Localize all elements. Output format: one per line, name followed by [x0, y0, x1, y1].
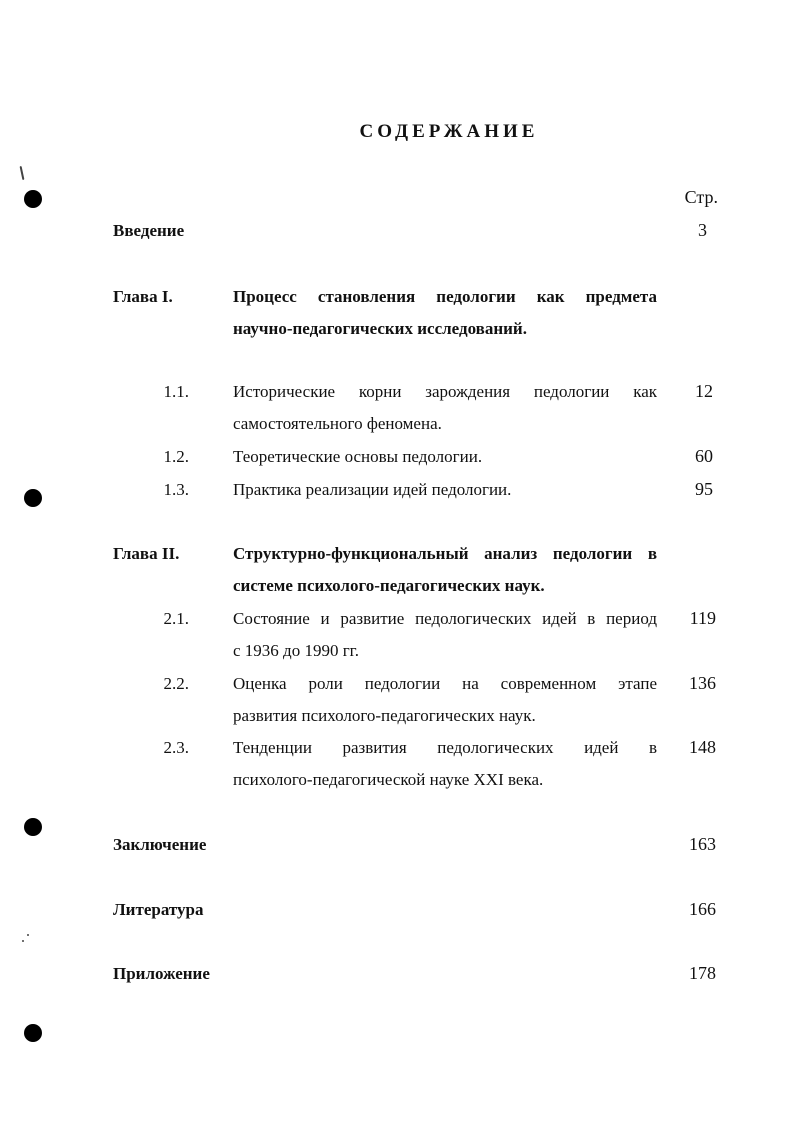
- chapter-2-title: [233, 538, 657, 602]
- section-title: [233, 441, 657, 473]
- section-page: 95: [695, 479, 713, 499]
- binder-hole-decoration: [24, 190, 42, 208]
- section-title: [233, 603, 657, 667]
- section-title-line: Теоретические основы педологии.: [233, 447, 483, 466]
- scan-speck-decoration: [22, 940, 24, 942]
- section-title-line: с 1936 до 1990 гг.: [233, 641, 359, 660]
- binder-hole-decoration: [24, 1024, 42, 1042]
- scan-speck-decoration: [27, 934, 29, 936]
- section-title: [233, 668, 657, 732]
- section-title-line: Исторические корни зарождения педологии как: [233, 382, 657, 401]
- toc-entry-conclusion-page: 163: [689, 834, 716, 854]
- binder-hole-decoration: [24, 818, 42, 836]
- section-page: 12: [695, 381, 713, 401]
- section-title: [233, 376, 657, 440]
- scan-speck-decoration: [20, 166, 25, 180]
- toc-entry-intro-page: 3: [698, 220, 707, 240]
- section-number: 2.2.: [163, 674, 189, 693]
- section-title-line: Оценка роли педологии на современном этапе: [233, 674, 657, 693]
- chapter-1-label: Глава I.: [113, 287, 173, 306]
- section-title-line: Тенденции развития педологических идей в: [233, 738, 657, 757]
- section-number: 2.1.: [163, 609, 189, 628]
- toc-entry-literature-label: Литература: [113, 900, 204, 919]
- section-page: 60: [695, 446, 713, 466]
- chapter-1-title-line: Процесс становления педологии как предмета: [233, 287, 657, 306]
- toc-entry-literature-page: 166: [689, 899, 716, 919]
- section-title-line: Состояние и развитие педологических идей в период: [233, 609, 657, 628]
- section-title-line: психолого-педагогической науке XXI века.: [233, 770, 544, 789]
- chapter-2-title-line: Структурно-функциональный анализ педологии в: [233, 544, 657, 563]
- chapter-2-title-line: системе психолого-педагогических наук.: [233, 576, 545, 595]
- binder-hole-decoration: [24, 489, 42, 507]
- page-title: СОДЕРЖАНИЕ: [359, 121, 539, 142]
- section-title: [233, 732, 657, 796]
- section-number: 2.3.: [163, 738, 189, 757]
- toc-entry-appendix-label: Приложение: [113, 964, 210, 983]
- section-title-line: Практика реализации идей педологии.: [233, 480, 512, 499]
- chapter-2-label: Глава II.: [113, 544, 180, 563]
- toc-entry-conclusion-label: Заключение: [113, 835, 207, 854]
- section-title-line: развития психолого-педагогических наук.: [233, 706, 536, 725]
- toc-entry-intro-label: Введение: [113, 221, 185, 240]
- section-page: 148: [689, 737, 716, 757]
- page-column-header: Стр.: [684, 187, 718, 207]
- section-page: 136: [689, 673, 716, 693]
- chapter-1-title: [233, 281, 657, 345]
- toc-entry-appendix-page: 178: [689, 963, 716, 983]
- section-number: 1.1.: [163, 382, 189, 401]
- section-number: 1.2.: [163, 447, 189, 466]
- chapter-1-title-line: научно-педагогических исследований.: [233, 319, 527, 338]
- section-page: 119: [689, 608, 716, 628]
- section-title: [233, 474, 657, 506]
- section-title-line: самостоятельного феномена.: [233, 414, 442, 433]
- section-number: 1.3.: [163, 480, 189, 499]
